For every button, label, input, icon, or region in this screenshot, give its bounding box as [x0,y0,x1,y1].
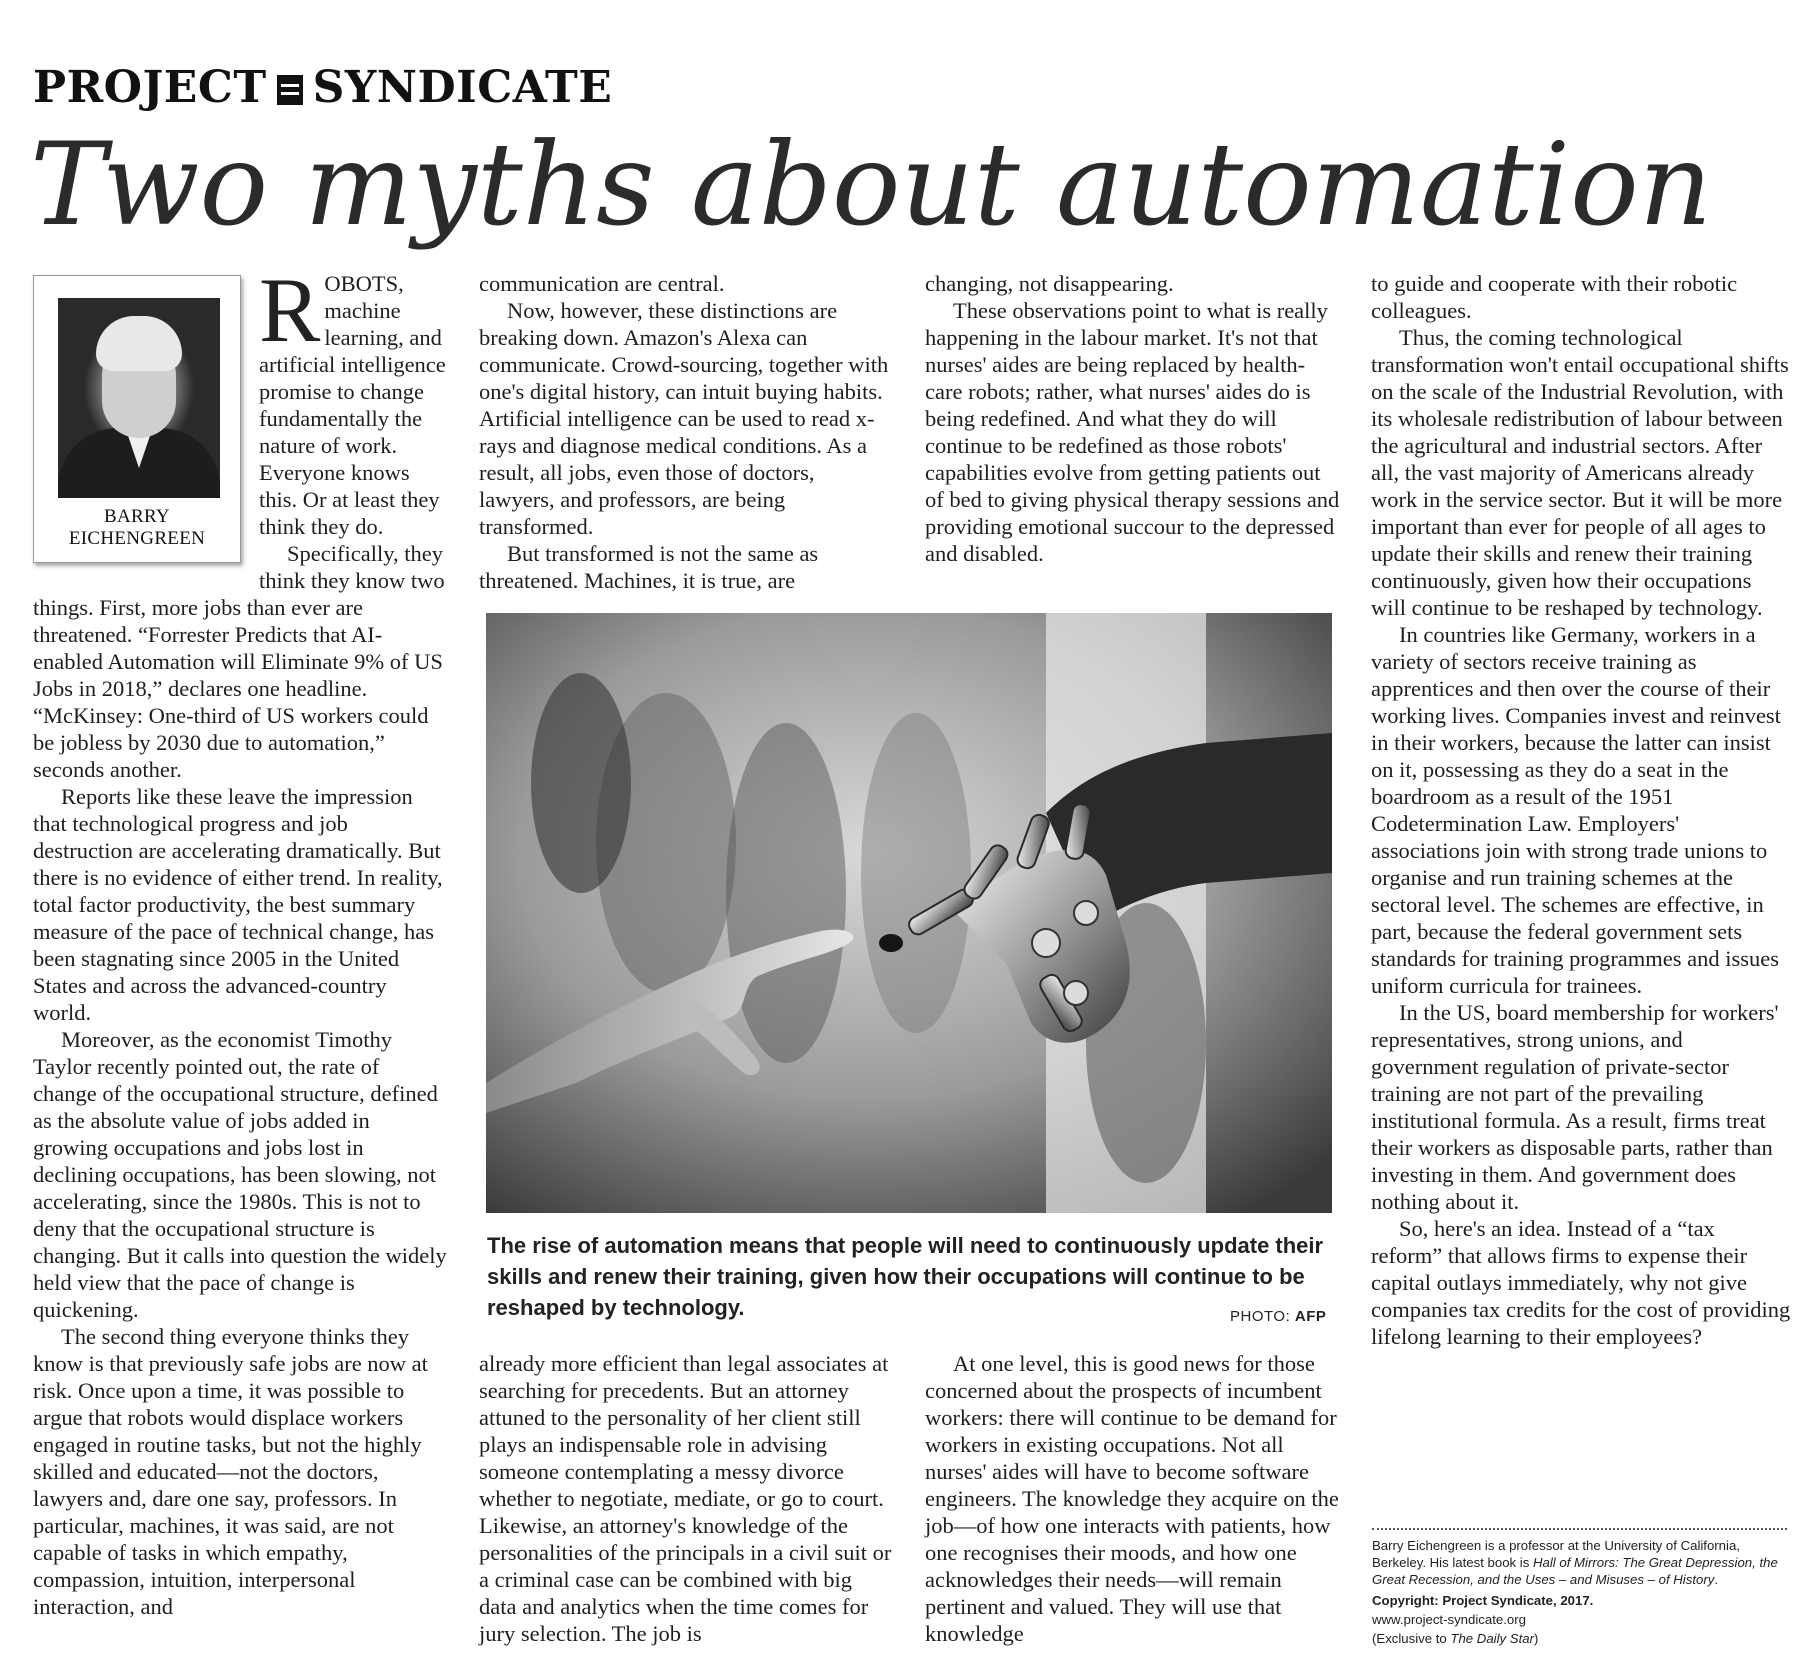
bio-text-end: . [1714,1572,1718,1587]
column-1 [33,259,448,1620]
paragraph: communication are central. [479,271,725,296]
masthead [33,62,612,113]
author-name [34,506,240,550]
author-photo [58,298,220,498]
bio-divider [1372,1528,1787,1530]
exclusive-post: ) [1533,1631,1539,1646]
column-3-top [925,270,1340,567]
paragraph: At one level, this is good news for those concerned about the prospects of incumbent workers: there will continue to be demand for workers in existing occupations. Not all nurses' aides will have to become software engineers. The knowledge they acquire on the job—of how one interacts with patients, how one recognises their moods, and how one acknowledges their needs—will remain pertinent and valued. They will use that knowledge [925,1351,1339,1646]
newspaper-name: The Daily Star [1450,1631,1534,1646]
dropcap: R [259,259,321,361]
copyright: Copyright: Project Syndicate, 2017. [1372,1593,1594,1608]
photo-credit-label: PHOTO: [1230,1308,1291,1325]
masthead-left: PROJECT [33,62,267,113]
paragraph: Reports like these leave the impression that technological progress and job destruction are accelerating dramatically. But there is no evidence of either trend. In reality, total factor productivity, the best summary measure of the pace of technical change, has been stagnating since 2005 in the United States and across the advanced-country world. [33,784,443,1025]
lead-caps: OBOTS, [324,271,404,296]
website-link[interactable]: www.project-syndicate.org [1372,1612,1526,1627]
paragraph: These observations point to what is really happening in the labour market. It's not that nurses' aides are being replaced by health-care robots; rather, what nurses' aides do is being redefined. And what they do will continue to be redefined as those robots' capabilities evolve from getting patients out of bed to giving physical therapy sessions and providing emotional succour to the depressed and disabled. [925,298,1340,566]
paragraph: So, here's an idea. Instead of a “tax reform” that allows firms to expense their capital outlays immediately, why not give companies tax credits for the cost of providing lifelong learning to their employees? [1371,1216,1791,1349]
figure-caption: The rise of automation means that people will need to continuously update their skills and renew their training, given how their occupations will continue to be reshaped by technology. [487,1233,1324,1320]
photo-credit-source: AFP [1294,1308,1327,1325]
paragraph: Thus, the coming technological transformation won't entail occupational shifts on the scale of the Industrial Revolution, with its wholesale redistribution of labour between the agricultural and industrial sectors. After all, the vast majority of Americans already work in the service sector. But it will be more important than ever for people of all ages to update their skills and renew their training continuously, given how their occupations will continue to be reshaped by technology. [1371,325,1789,620]
exclusive-pre: (Exclusive to [1372,1631,1451,1646]
photo-credit [1230,1308,1326,1325]
paragraph: In the US, board membership for workers' representatives, strong unions, and government regulation of private-sector training are not part of the prevailing institutional formula. As a result, firms treat their workers as disposable parts, rather than investing in them. And government does nothing about it. [1371,1000,1779,1214]
bio-text-part: Barry Eichengreen is a professor at the University of California, Berkeley. His latest book is [1372,1538,1740,1570]
paragraph: Specifically, they think they know two things. First, more jobs than ever are threatened. “Forrester Predicts that AI-enabled Automation will Eliminate 9% of US Jobs in 2018,” declares one headline. “McKinsey: One-third of US workers could be jobless by 2030 due to automation,” seconds another. [33,541,445,782]
paragraph: But transformed is not the same as threatened. Machines, it is true, are [479,541,819,593]
paragraph: Moreover, as the economist Timothy Taylor recently pointed out, the rate of change of the occupational structure, defined as the absolute value of jobs added in growing occupations and jobs lost in declining occupations, has been slowing, not accelerating, since the 1980s. This is not to deny that the occupational structure is changing. But it calls into question the widely held view that the pace of change is quickening. [33,1027,447,1322]
paragraph: The second thing everyone thinks they know is that previously safe jobs are now at risk. Once upon a time, it was possible to argue that robots would displace workers engaged in routine tasks, but not the highly skilled and educated—not the doctors, lawyers and, dare one say, professors. In particular, machines, it was said, are not capable of tasks in which empathy, compassion, intuition, interpersonal interaction, and [33,1324,428,1619]
column-2-top [479,270,894,594]
column-4 [1371,270,1791,1350]
column-2-bottom [479,1350,894,1647]
column-3-bottom [925,1350,1340,1647]
author-name-line2: EICHENGREEN [68,528,206,549]
bio-text [1372,1537,1790,1588]
author-portrait [33,275,241,563]
exclusive-note [1372,1630,1790,1647]
paragraph: In countries like Germany, workers in a variety of sectors receive training as apprentices and then over the course of their working lives. Companies invest and reinvest in their workers, because the latter can insist on it, possessing as they do a seat in the boardroom as a result of the 1951 Codetermination Law. Employers' associations join with strong trade unions to organise and run training schemes at the sectoral level. The schemes are effective, in part, because the federal government sets standards for training programmes and issues uniform curricula for trainees. [1371,622,1781,998]
lead-text: machine learning, and artificial intelligence promise to change fundamentally the nature of work. Everyone knows this. Or at least they think they do. [259,298,446,539]
masthead-right: SYNDICATE [312,62,613,113]
paragraph: Now, however, these distinctions are breaking down. Amazon's Alexa can communicate. Crowd-sourcing, together with one's digital history, can intuit buying habits. Artificial intelligence can be used to read x-rays and diagnose medical conditions. As a result, all jobs, even those of doctors, lawyers, and professors, are being transformed. [479,298,889,539]
paragraph: changing, not disappearing. [925,271,1174,296]
author-name-line1: BARRY [104,506,170,527]
headline: Two myths about automation [30,118,1713,251]
paragraph: to guide and cooperate with their robotic colleagues. [1371,271,1738,323]
paragraph: already more efficient than legal associates at searching for precedents. But an attorney attuned to the personality of her client still plays an indispensable role in advising someone contemplating a messy divorce whether to negotiate, mediate, or go to court. Likewise, an attorney's knowledge of the personalities of the principals in a civil suit or a criminal case can be combined with big data and analytics when the time comes for jury selection. The job is [479,1351,892,1646]
author-bio [1372,1537,1790,1649]
robot-hand-photo [486,613,1332,1213]
book-title: Hall of Mirrors: The Great Depression, the Great Recession, and the Uses – and Misuses – of History [1372,1555,1778,1587]
syndicate-emblem-icon [277,75,303,105]
article-photo [486,613,1332,1213]
